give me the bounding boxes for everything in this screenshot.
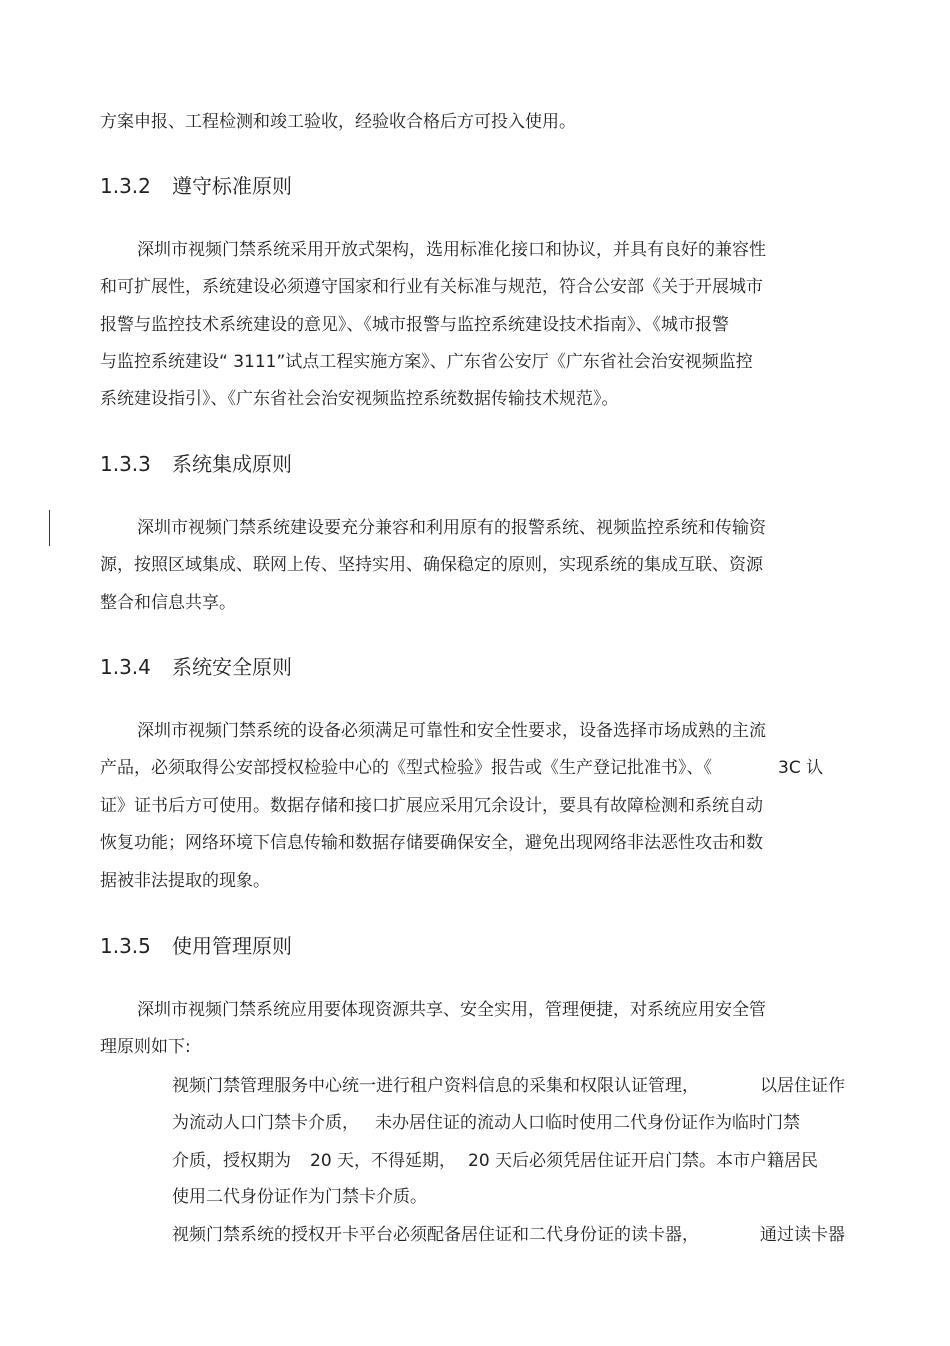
list-item-text: 为流动人口门禁卡介质， bbox=[172, 1113, 359, 1133]
section-number: 1.3.4 bbox=[100, 655, 151, 679]
list-item-text: 以居住证作 bbox=[760, 1076, 845, 1096]
list-item-text: 介质，授权期为 bbox=[172, 1151, 291, 1171]
section-title: 使用管理原则 bbox=[172, 934, 292, 958]
paragraph-line-tail: 3C 认 bbox=[778, 758, 824, 778]
section-title: 系统安全原则 bbox=[172, 655, 292, 679]
paragraph-line: 系统建设指引》、《广东省社会治安视频监控系统数据传输技术规范》。 bbox=[100, 389, 619, 409]
section-title: 系统集成原则 bbox=[172, 452, 292, 476]
section-number: 1.3.3 bbox=[100, 452, 151, 476]
list-item-text: 使用二代身份证作为门禁卡介质。 bbox=[172, 1187, 427, 1207]
paragraph-line: 证》证书后方可使用。数据存储和接口扩展应采用冗余设计，要具有故障检测和系统自动 bbox=[100, 796, 763, 816]
paragraph-line: 整合和信息共享。 bbox=[100, 593, 236, 613]
paragraph-line: 和可扩展性，系统建设必须遵守国家和行业有关标准与规范，符合公安部《关于开展城市 bbox=[100, 277, 763, 297]
paragraph-line: 据被非法提取的现象。 bbox=[100, 871, 270, 891]
section-title: 遵守标准原则 bbox=[172, 174, 292, 198]
list-item-text: 视频门禁管理服务中心统一进行租户资料信息的采集和权限认证管理， bbox=[172, 1076, 699, 1096]
paragraph-line: 产品，必须取得公安部授权检验中心的《型式检验》报告或《生产登记批准书》、《 bbox=[100, 758, 712, 778]
list-item-text: 未办居住证的流动人口临时使用二代身份证作为临时门禁 bbox=[375, 1113, 800, 1133]
paragraph-line: 深圳市视频门禁系统的设备必须满足可靠性和安全性要求，设备选择市场成熟的主流 bbox=[137, 721, 766, 741]
paragraph-line: 深圳市视频门禁系统应用要体现资源共享、安全实用，管理便捷，对系统应用安全管 bbox=[137, 1000, 766, 1020]
paragraph-line: 理原则如下: bbox=[100, 1037, 191, 1057]
revision-bar bbox=[49, 510, 50, 546]
list-item-text: 20 天，不得延期， bbox=[310, 1151, 457, 1171]
list-item-text: 通过读卡器 bbox=[760, 1225, 845, 1245]
paragraph-line: 恢复功能；网络环境下信息传输和数据存储要确保安全，避免出现网络非法恶性攻击和数 bbox=[100, 833, 763, 853]
list-item-text: 视频门禁系统的授权开卡平台必须配备居住证和二代身份证的读卡器， bbox=[172, 1225, 699, 1245]
paragraph-line: 报警与监控技术系统建设的意见》、《城市报警与监控系统建设技术指南》、《城市报警 bbox=[100, 315, 729, 335]
section-number: 1.3.5 bbox=[100, 934, 151, 958]
list-item-text: 20 天后必须凭居住证开启门禁。本市户籍居民 bbox=[468, 1151, 819, 1171]
paragraph-line: 深圳市视频门禁系统采用开放式架构，选用标准化接口和协议，并具有良好的兼容性 bbox=[137, 240, 766, 260]
paragraph-line: 源，按照区域集成、联网上传、坚持实用、确保稳定的原则，实现系统的集成互联、资源 bbox=[100, 555, 763, 575]
intro-line: 方案申报、工程检测和竣工验收，经验收合格后方可投入使用。 bbox=[100, 112, 576, 132]
section-number: 1.3.2 bbox=[100, 174, 151, 198]
paragraph-line: 深圳市视频门禁系统建设要充分兼容和利用原有的报警系统、视频监控系统和传输资 bbox=[137, 518, 766, 538]
paragraph-line: 与监控系统建设“ 3111”试点工程实施方案》、广东省公安厅《广东省社会治安视频监控 bbox=[100, 352, 753, 372]
